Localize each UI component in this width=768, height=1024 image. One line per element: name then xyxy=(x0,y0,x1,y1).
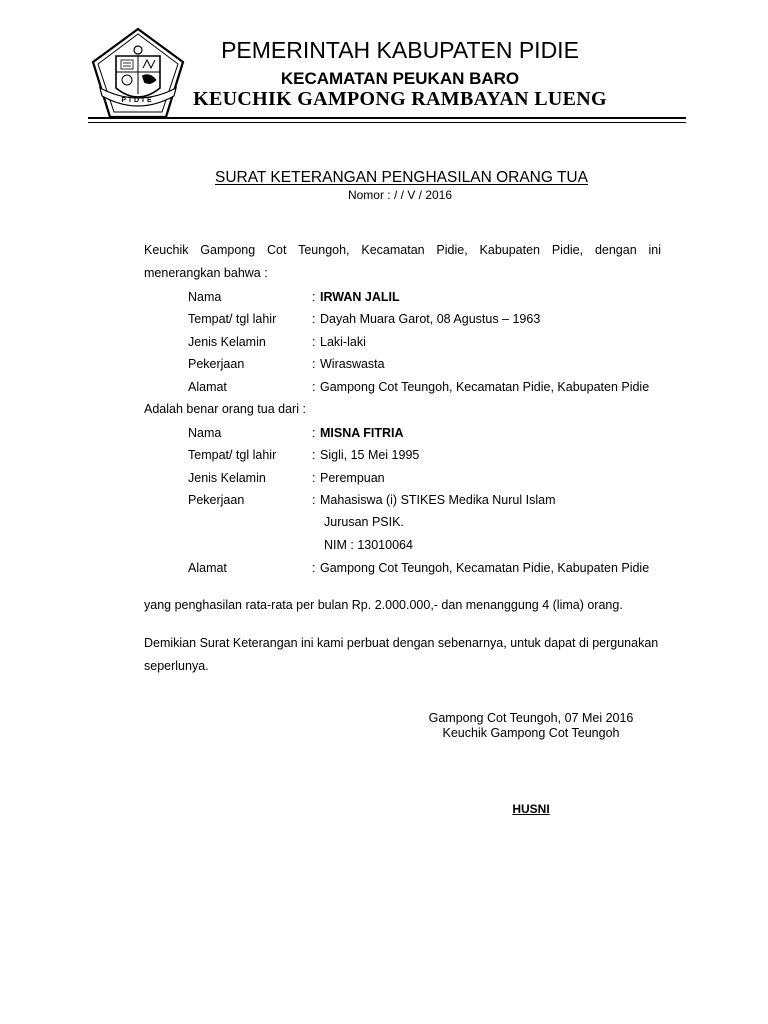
child-address: Gampong Cot Teungoh, Kecamatan Pidie, Kabupaten Pidie xyxy=(320,561,650,575)
parent-job: Wiraswasta xyxy=(320,357,385,371)
parent-birth: Dayah Muara Garot, 08 Agustus – 1963 xyxy=(320,312,541,326)
signatory-name: HUSNI xyxy=(512,802,550,816)
intro-line-1: Keuchik Gampong Cot Teungoh, Kecamatan Pidie, Kabupaten Pidie, dengan ini xyxy=(144,243,661,257)
intro-line-2: menerangkan bahwa : xyxy=(144,266,268,280)
child-major: Jurusan PSIK. xyxy=(324,515,404,529)
child-birth: Sigli, 15 Mei 1995 xyxy=(320,448,420,462)
signature-position: Keuchik Gampong Cot Teungoh xyxy=(442,726,620,740)
letterhead-government: PEMERINTAH KABUPATEN PIDIE xyxy=(221,37,579,63)
document-number: Nomor : / / V / 2016 xyxy=(347,188,453,202)
letterhead-district: KECAMATAN PEUKAN BARO xyxy=(280,69,520,88)
document-title: SURAT KETERANGAN PENGHASILAN ORANG TUA xyxy=(215,169,588,186)
child-name: MISNA FITRIA xyxy=(320,426,404,440)
letterhead-rule-thick xyxy=(88,117,686,119)
parent-name: IRWAN JALIL xyxy=(320,290,400,304)
parent-address: Gampong Cot Teungoh, Kecamatan Pidie, Kabupaten Pidie xyxy=(320,380,650,394)
child-nim: NIM : 13010064 xyxy=(324,538,413,552)
child-intro: Adalah benar orang tua dari : xyxy=(144,402,306,416)
letterhead-rule-thin xyxy=(88,122,686,123)
letterhead-village-head: KEUCHIK GAMPONG RAMBAYAN LUENG xyxy=(193,88,607,110)
closing-line-2: seperlunya. xyxy=(144,659,209,673)
signature-place-date: Gampong Cot Teungoh, 07 Mei 2016 xyxy=(428,711,634,725)
parent-gender: Laki-laki xyxy=(320,335,366,349)
child-job: Mahasiswa (i) STIKES Medika Nurul Islam xyxy=(320,493,556,507)
income-statement: yang penghasilan rata-rata per bulan Rp. 2.000.000,- dan menanggung 4 (lima) orang. xyxy=(144,598,623,612)
child-gender: Perempuan xyxy=(320,471,385,485)
svg-text:PIDIE: PIDIE xyxy=(121,97,155,104)
closing-line-1: Demikian Surat Keterangan ini kami perbuat dengan sebenarnya, untuk dapat di pergunakan xyxy=(144,636,659,650)
